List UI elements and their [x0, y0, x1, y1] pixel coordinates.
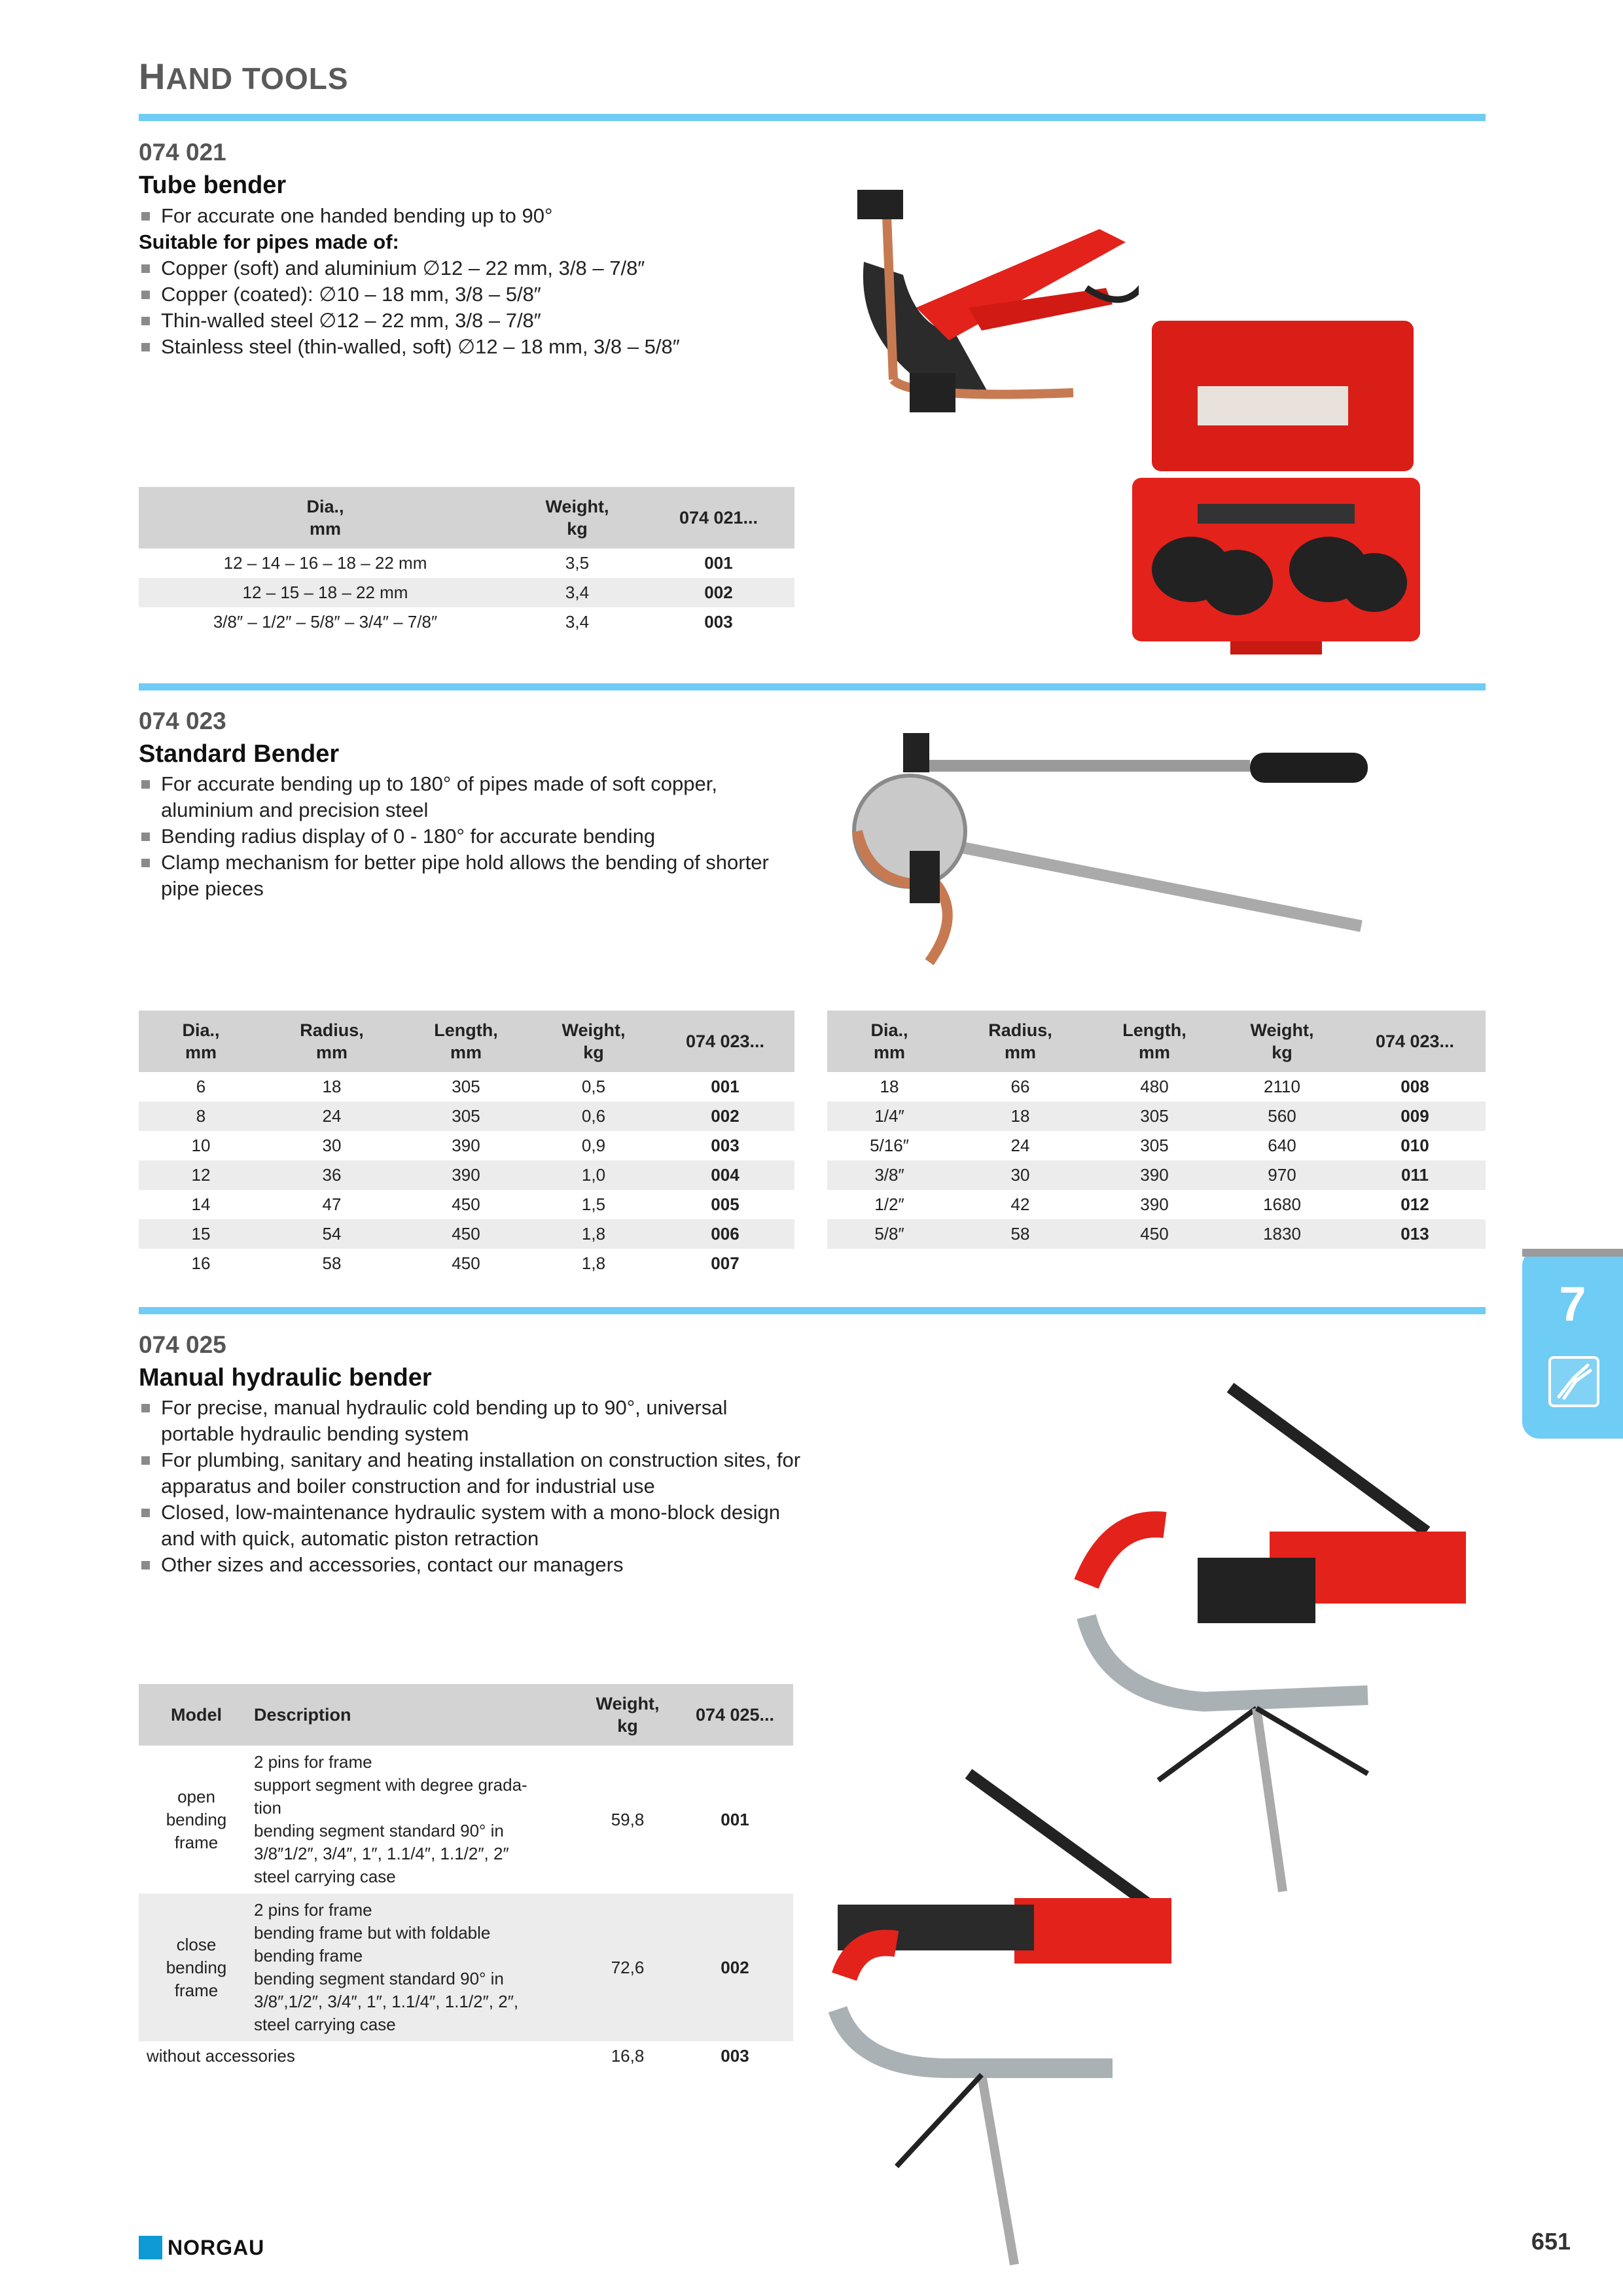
cell: 3/8″ – 1/2″ – 5/8″ – 3/4″ – 7/8″ [213, 612, 438, 632]
feature-list [139, 771, 806, 902]
table-row [827, 1102, 1486, 1131]
table-row [139, 1102, 794, 1131]
cell: 3,4 [565, 612, 590, 632]
cell: 12 – 14 – 16 – 18 – 22 mm [223, 553, 427, 573]
cell: 006 [656, 1219, 794, 1249]
product-code: 074 025 [139, 1331, 226, 1358]
col-header: Dia., mm [139, 487, 512, 548]
cell: 390 [452, 1136, 480, 1155]
table-row [827, 1160, 1486, 1190]
cell: 36 [263, 1160, 401, 1190]
feature-item: Other sizes and accessories, contact our managers [139, 1552, 806, 1578]
cell: 450 [452, 1194, 480, 1214]
cell: close bending frame [139, 1893, 254, 2041]
cell: 013 [1344, 1219, 1486, 1249]
cell: 450 [401, 1219, 531, 1249]
cell: 5/8″ [827, 1219, 952, 1249]
cell: 560 [1220, 1102, 1344, 1131]
cell: 2 pins for frame bending frame but with foldable bending frame bending segment standard 90° in 3/8″,1/2″, 3/4″, 1″, 1.1/4″, 1.1/2″, 2″, steel carrying case [254, 1893, 579, 2041]
feature-item: Stainless steel (thin-walled, soft) ∅12 – 18 mm, 3/8 – 5/8″ [139, 334, 859, 360]
cell: 72,6 [579, 1893, 677, 2041]
col-header: Radius, mm [263, 1011, 401, 1072]
table-row [827, 1219, 1486, 1249]
table-row [139, 578, 794, 607]
table-row [139, 1160, 794, 1190]
cell: 1,0 [531, 1160, 656, 1190]
brand-logo-mark [139, 2236, 162, 2259]
cell: 2 pins for frame support segment with degree grada- tion bending segment standard 90° in 3/8″1/2″, 3/4″, 1″, 1.1/4″, 1.1/2″, 2″ steel carrying case [254, 1752, 527, 1886]
cell: 24 [263, 1102, 401, 1131]
cell: 54 [263, 1219, 401, 1249]
feature-item: For precise, manual hydraulic cold bending up to 90°, universal portable hydraulic bending system [139, 1395, 806, 1447]
cell: 004 [656, 1160, 794, 1190]
table-row [139, 1131, 794, 1160]
feature-item: For accurate bending up to 180° of pipes made of soft copper, aluminium and precision steel [139, 771, 806, 823]
cell: 18 [322, 1077, 342, 1096]
table-row [139, 1072, 794, 1102]
table-row [139, 548, 794, 578]
cell: 0,5 [581, 1077, 606, 1096]
cell: 16 [191, 1253, 211, 1273]
cell: 5/16″ [870, 1136, 909, 1155]
product-code: 074 023 [139, 708, 226, 734]
cell: 002 [656, 1102, 794, 1131]
cell: 003 [704, 612, 733, 632]
feature-list [139, 1395, 806, 1578]
chapter-number: 7 [1559, 1277, 1586, 1331]
page-number: 651 [1531, 2228, 1571, 2255]
cell: 59,8 [611, 1809, 645, 1829]
chapter-tab-line [1522, 1249, 1623, 1257]
hydraulic-bender-closed-image [818, 1761, 1185, 2278]
col-header: 074 025... [677, 1684, 793, 1746]
cell: 305 [1089, 1102, 1220, 1131]
col-header: Radius, mm [952, 1011, 1089, 1072]
feature-item: For accurate one handed bending up to 90° [139, 203, 859, 229]
table-row [139, 1190, 794, 1219]
feature-item: Thin-walled steel ∅12 – 22 mm, 3/8 – 7/8″ [139, 308, 859, 334]
cell: 18 [952, 1102, 1089, 1131]
cell: open bending frame [166, 1786, 227, 1852]
cell: 10 [191, 1136, 211, 1155]
feature-item: Copper (soft) and aluminium ∅12 – 22 mm, 3/8 – 7/8″ [139, 255, 859, 281]
cell: 3,5 [565, 553, 590, 573]
cell: 480 [1140, 1077, 1169, 1096]
product-title: Tube bender [139, 171, 287, 199]
cell: 002 [643, 578, 794, 607]
tube-bender-image [838, 177, 1139, 445]
feature-item: Clamp mechanism for better pipe hold allows the bending of shorter pipe pieces [139, 850, 806, 902]
cell: 450 [452, 1253, 480, 1273]
col-header: Description [254, 1684, 579, 1746]
cell: 390 [1089, 1160, 1220, 1190]
table-row [827, 1072, 1486, 1102]
cell: 007 [711, 1253, 740, 1273]
product-title: Standard Bender [139, 740, 340, 768]
cell: 18 [880, 1077, 899, 1096]
spec-table-left [139, 1011, 794, 1278]
cell: 1,5 [581, 1194, 606, 1214]
cell: 14 [191, 1194, 211, 1214]
cell: 1/4″ [827, 1102, 952, 1131]
cell: 47 [322, 1194, 342, 1214]
cell: 001 [721, 1809, 749, 1829]
cell: 005 [711, 1194, 740, 1214]
cell: 003 [721, 2046, 749, 2066]
product-code: 074 021 [139, 139, 226, 166]
cell: 008 [1400, 1077, 1429, 1096]
cell: 3/8″ [827, 1160, 952, 1190]
cell: 1830 [1220, 1219, 1344, 1249]
carrying-case-image [1126, 321, 1427, 661]
cell: 010 [1400, 1136, 1429, 1155]
cell: 001 [711, 1077, 740, 1096]
cell: 12 [139, 1160, 263, 1190]
col-header: Length, mm [401, 1011, 531, 1072]
table-row [139, 1219, 794, 1249]
page-title: HAND TOOLS [139, 56, 349, 97]
cell: 16,8 [611, 2046, 645, 2066]
feature-list [139, 203, 859, 360]
product-title: Manual hydraulic bender [139, 1364, 432, 1391]
standard-bender-image [831, 720, 1433, 982]
col-header: 074 021... [643, 487, 794, 548]
table-row [827, 1190, 1486, 1219]
cell: 15 [139, 1219, 263, 1249]
cell: 001 [704, 553, 733, 573]
cell: 0,6 [531, 1102, 656, 1131]
cell: 58 [322, 1253, 342, 1273]
cell: 42 [1010, 1194, 1030, 1214]
cell: 003 [711, 1136, 740, 1155]
cell: 58 [952, 1219, 1089, 1249]
brand-logo: NORGAU [168, 2236, 265, 2259]
cell: 970 [1220, 1160, 1344, 1190]
header-rule [139, 114, 1486, 121]
col-header: Model [139, 1684, 254, 1746]
cell: 0,9 [581, 1136, 606, 1155]
table-row [139, 1746, 793, 1893]
cell: 450 [1089, 1219, 1220, 1249]
cell: 3,4 [512, 578, 643, 607]
cell: 30 [322, 1136, 342, 1155]
table-row [827, 1131, 1486, 1160]
table-row [139, 2041, 793, 2071]
table-row [139, 1893, 793, 2041]
feature-item: Bending radius display of 0 - 180° for accurate bending [139, 823, 806, 850]
cell: 6 [196, 1077, 206, 1096]
spec-table [139, 487, 794, 637]
spec-table-right [827, 1011, 1486, 1249]
model-table [139, 1684, 793, 2071]
cell: 305 [1140, 1136, 1169, 1155]
cell: 66 [1010, 1077, 1030, 1096]
feature-item: For plumbing, sanitary and heating installation on construction sites, for apparatus and boiler construction and for industrial use [139, 1447, 806, 1499]
cell: 1,8 [581, 1253, 606, 1273]
cell: 305 [452, 1077, 480, 1096]
cell: 1/2″ [874, 1194, 904, 1214]
section-rule [139, 1307, 1486, 1314]
cell: 1680 [1263, 1194, 1301, 1214]
col-header: Weight, kg [579, 1684, 677, 1746]
cell: 12 – 15 – 18 – 22 mm [139, 578, 512, 607]
col-header: Weight, kg [531, 1011, 656, 1072]
cell: 012 [1400, 1194, 1429, 1214]
cell: 305 [401, 1102, 531, 1131]
feature-item: Closed, low-maintenance hydraulic system with a mono-block design and with quick, automatic piston retraction [139, 1499, 806, 1552]
pliers-icon [1548, 1356, 1599, 1407]
feature-item: Copper (coated): ∅10 – 18 mm, 3/8 – 5/8″ [139, 281, 859, 308]
col-header: Dia., mm [139, 1011, 263, 1072]
cell: 24 [1010, 1136, 1030, 1155]
cell: without accessories [147, 2046, 295, 2066]
cell: 640 [1268, 1136, 1296, 1155]
section-rule [139, 683, 1486, 691]
col-header: Weight, kg [512, 487, 643, 548]
cell: 011 [1344, 1160, 1486, 1190]
table-row [139, 607, 794, 637]
cell: 8 [139, 1102, 263, 1131]
cell: 009 [1344, 1102, 1486, 1131]
col-header: Weight, kg [1220, 1011, 1344, 1072]
cell: 002 [677, 1893, 793, 2041]
cell: 390 [1140, 1194, 1169, 1214]
cell: 2110 [1264, 1077, 1300, 1096]
cell: 390 [401, 1160, 531, 1190]
cell: 30 [952, 1160, 1089, 1190]
col-header: Length, mm [1089, 1011, 1220, 1072]
col-header: 074 023... [1344, 1011, 1486, 1072]
cell: 1,8 [531, 1219, 656, 1249]
col-header: Dia., mm [827, 1011, 952, 1072]
col-header: 074 023... [656, 1011, 794, 1072]
table-row [139, 1249, 794, 1278]
suitable-heading: Suitable for pipes made of: [139, 230, 399, 253]
